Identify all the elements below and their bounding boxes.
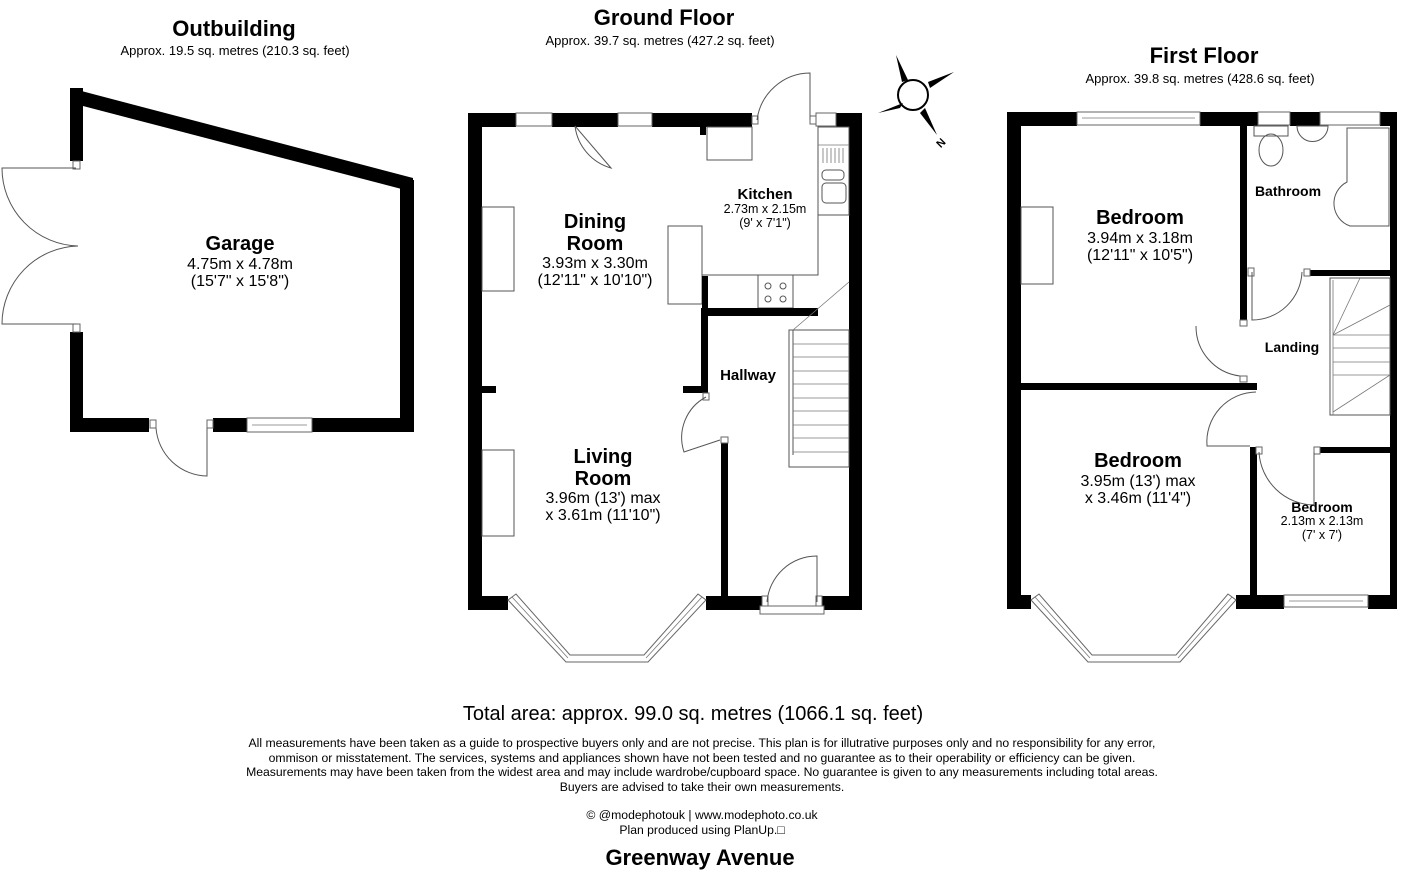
room-dimension-metric: 3.94m x 3.18m [1087, 229, 1193, 247]
room-bathroom [1248, 184, 1328, 199]
room-dimension-metric: 3.96m (13') max [545, 490, 661, 508]
room-dimension-metric: 3.95m (13') max [1080, 472, 1196, 490]
ground-floor-area: Approx. 39.7 sq. metres (427.2 sq. feet) [545, 33, 775, 48]
room-hallway [708, 368, 788, 384]
disclaimer-line: ommison or misstatement. The services, systems and appliances shown have not been tested and no guarantee as to their operability or efficiency can be given. [268, 750, 1136, 765]
room-dining-room [510, 212, 680, 290]
room-name: Bedroom [1291, 499, 1353, 515]
credit-line: © @modephotouk | www.modephoto.co.uk [586, 808, 818, 822]
ground-floor-title: Ground Floor [593, 5, 735, 30]
room-dimension-imperial: (7' x 7') [1301, 527, 1343, 542]
outbuilding-title: Outbuilding [172, 16, 296, 41]
room-name: Bathroom [1254, 183, 1322, 199]
room-name: Kitchen [737, 186, 793, 203]
total-area: Total area: approx. 99.0 sq. metres (1066.1 sq. feet) [462, 703, 924, 725]
disclaimer-line: All measurements have been taken as a guide to prospective buyers only and are not precise. This plan is for illutrative purposes only and no responsibility for any error, [248, 736, 1156, 750]
first-floor-plan [1007, 112, 1397, 662]
first-floor-area: Approx. 39.8 sq. metres (428.6 sq. feet) [1085, 71, 1315, 86]
disclaimer [0, 736, 1404, 794]
outbuilding-area: Approx. 19.5 sq. metres (210.3 sq. feet) [120, 43, 350, 58]
room-kitchen [700, 187, 830, 230]
credit [0, 808, 1404, 837]
room-dimension-metric: 2.73m x 2.15m [723, 202, 807, 217]
room-name: Hallway [720, 367, 776, 384]
svg-text:N: N [934, 136, 949, 151]
room-dimension-imperial: (12'11" x 10'5") [1086, 246, 1194, 264]
room-dimension-imperial: x 3.46m (11'4") [1084, 489, 1192, 507]
room-bedroom-3 [1272, 500, 1372, 542]
room-dimension-imperial: x 3.61m (11'10") [545, 507, 661, 525]
room-name: Landing [1264, 339, 1320, 355]
ground-floor-plan [468, 73, 862, 662]
room-bedroom-1 [1060, 208, 1220, 264]
room-dimension-imperial: (15'7" x 15'8") [190, 272, 290, 290]
first-floor-title: First Floor [1149, 43, 1259, 68]
disclaimer-line: Buyers are advised to take their own measurements. [559, 779, 845, 794]
room-dimension-metric: 4.75m x 4.78m [187, 255, 293, 273]
room-name: Bedroom [1094, 450, 1182, 472]
room-living-room [518, 447, 688, 525]
room-name: Living [573, 446, 633, 468]
room-dimension-metric: 3.93m x 3.30m [542, 255, 648, 273]
room-garage [160, 234, 320, 290]
disclaimer-line: Measurements may have been taken from the widest area and may include wardrobe/cupboard space. No guarantee is given to any measurements including total areas. [246, 765, 1158, 779]
room-landing [1262, 340, 1322, 355]
room-name: Dining [563, 211, 627, 233]
room-dimension-imperial: (12'11" x 10'10") [537, 272, 653, 290]
room-name: Garage [205, 233, 275, 255]
room-bedroom-2 [1053, 451, 1223, 507]
property-address: Greenway Avenue [605, 845, 795, 870]
credit-line: Plan produced using PlanUp.□ [619, 822, 785, 837]
room-name-line2: Room [566, 232, 624, 255]
room-name: Bedroom [1096, 207, 1184, 229]
room-dimension-imperial: (9' x 7'1") [739, 215, 791, 230]
compass-rose-icon [878, 55, 954, 150]
room-dimension-metric: 2.13m x 2.13m [1280, 514, 1364, 529]
room-name-line2: Room [574, 467, 632, 490]
